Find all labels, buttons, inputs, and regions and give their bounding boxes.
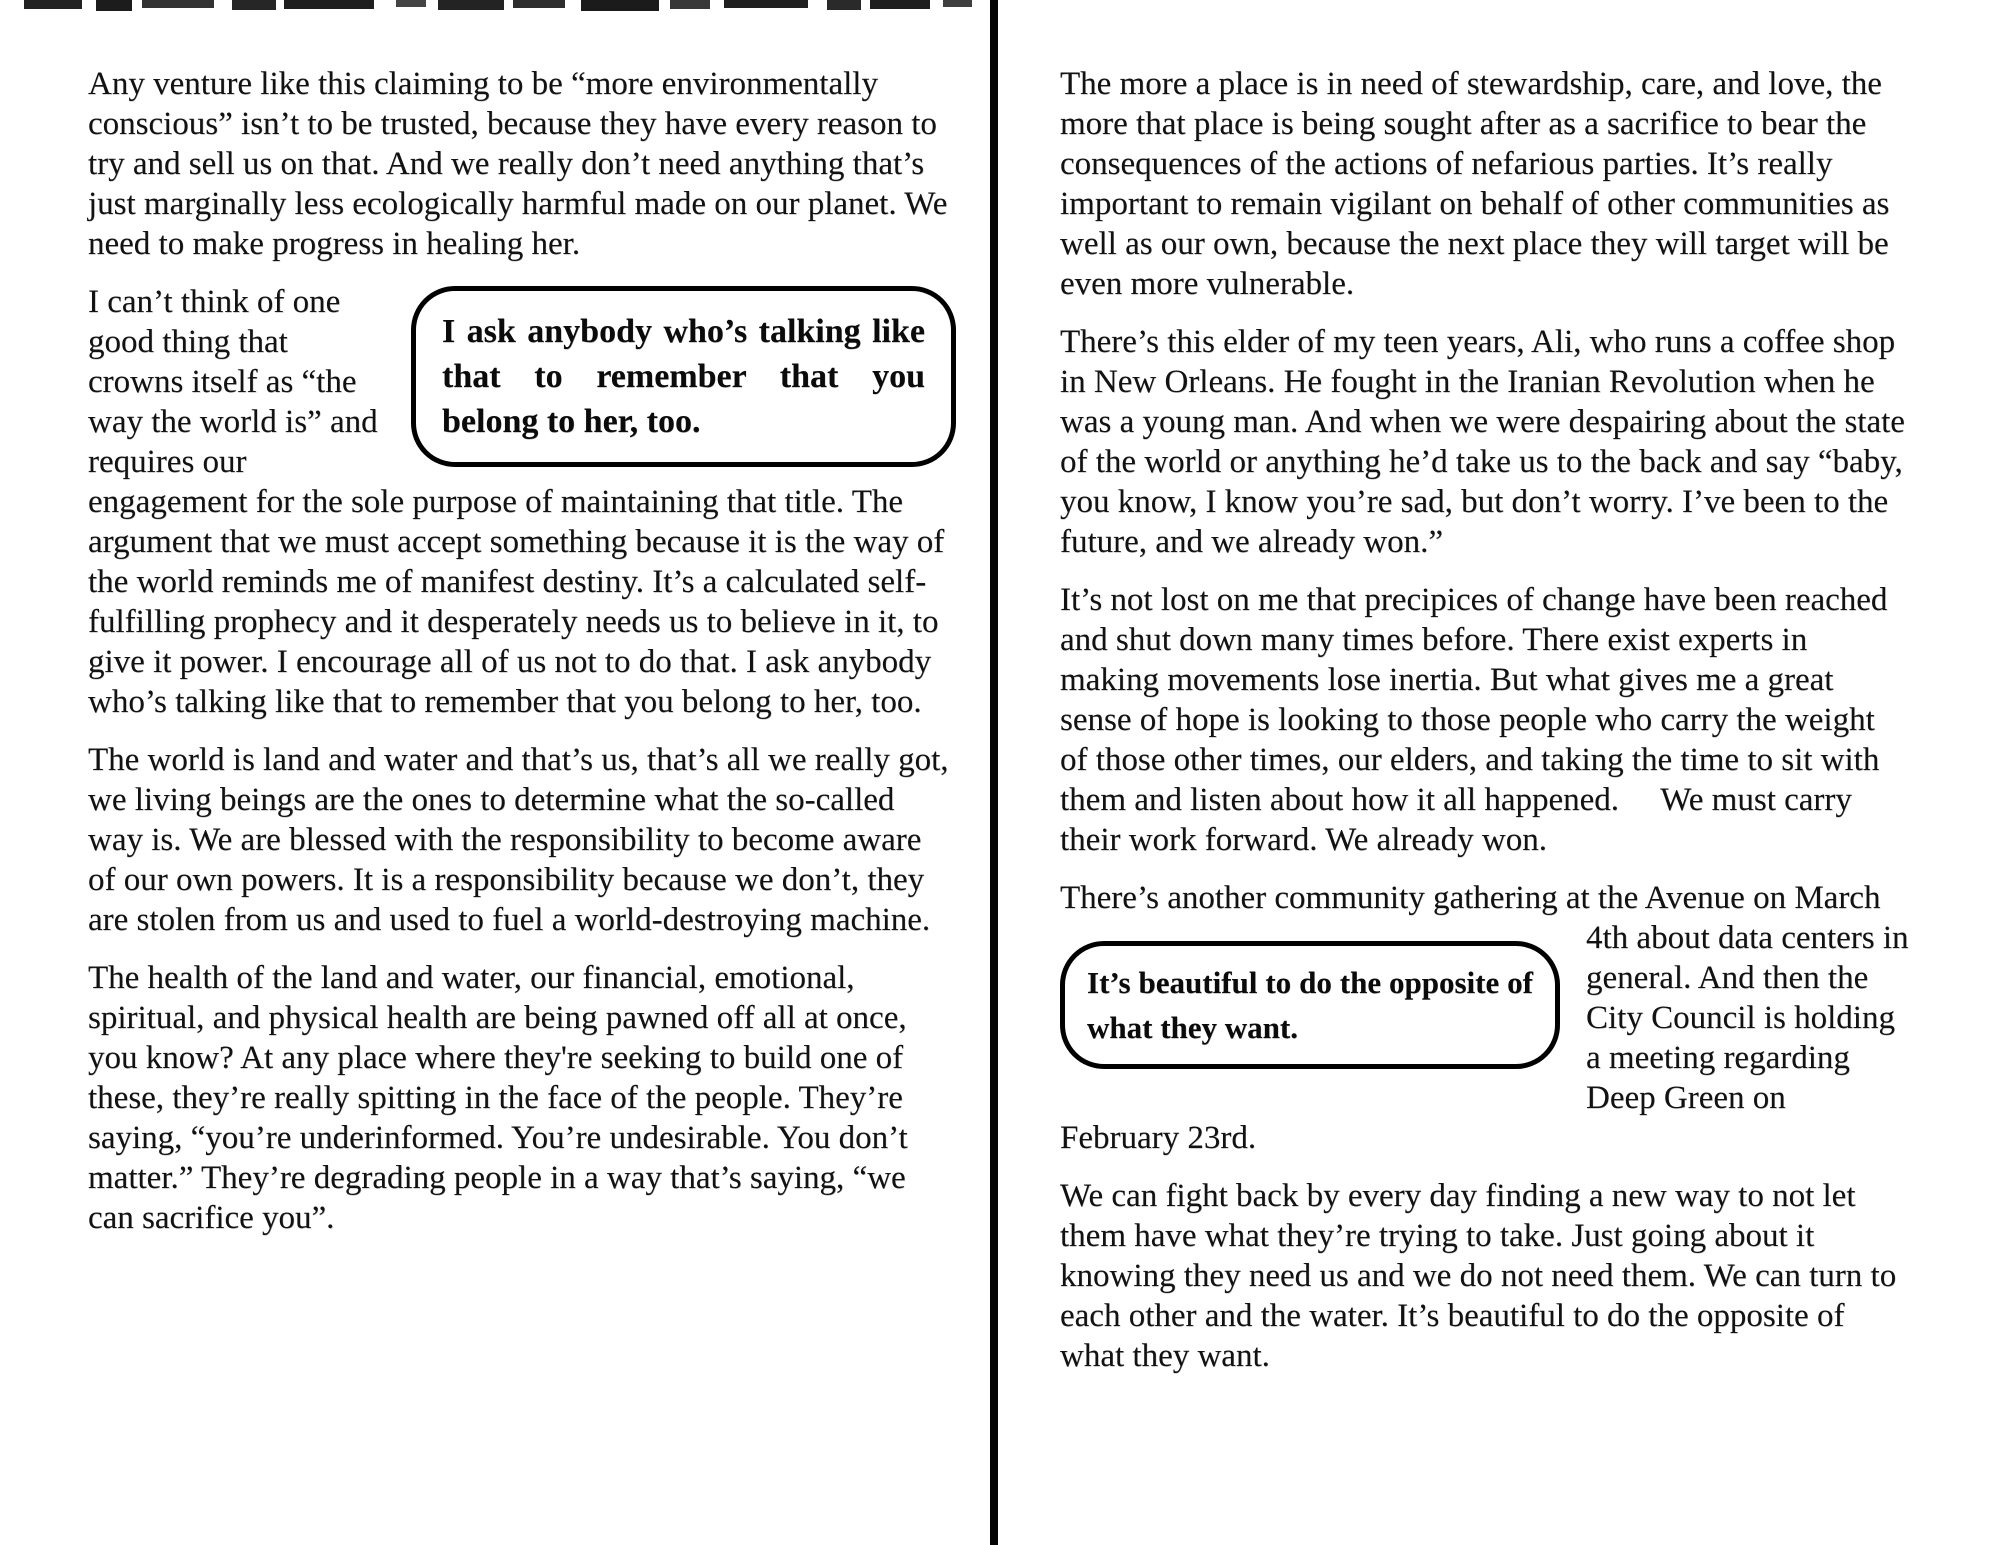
paragraph: Any venture like this claiming to be “more environmentally conscious” isn’t to be trusted, because they have every reason to try and sell us on that. And we really don’t need anything that’s just marginally less ecologically harmful made on our planet. We need to make progress in healing her. bbox=[88, 66, 948, 262]
column-divider-rule bbox=[990, 0, 998, 1545]
pull-quote-text: It’s beautiful to do the opposite of what they want. bbox=[1087, 965, 1533, 1045]
paragraph: The health of the land and water, our financial, emotional, spiritual, and physical health are being pawned off all at once, you know? At any place where they're seeking to build one of these, they’re really spitting in the face of the people. They’re saying, “you’re underinformed. You’re undesirable. You don’t matter.” They’re degrading people in a way that’s saying, “we can sacrifice you”. bbox=[88, 960, 908, 1236]
paragraph: It’s not lost on me that precipices of change have been reached and shut down many times before. There exist experts in making movements lose inertia. But what gives me a great sense of hope is looking to those people who carry the weight of those other times, our elders, and taking the time to sit with them and listen about how it all happened. We must carry their work forward. We already won. bbox=[1060, 582, 1888, 858]
left-column bbox=[88, 64, 956, 1238]
paragraph: The world is land and water and that’s us, that’s all we really got, we living beings are the ones to determine what the so-called way is. We are blessed with the responsibility to become aware of our own powers. It is a responsibility because we don’t, they are stolen from us and used to fuel a world-destroying machine. bbox=[88, 742, 949, 938]
pull-quote-box-opposite bbox=[1060, 941, 1560, 1069]
paragraph: The more a place is in need of stewardship, care, and love, the more that place is being sought after as a sacrifice to bear the consequences of the actions of nefarious parties. It’s really important to remain vigilant on behalf of other communities as well as our own, because the next place they will target will be even more vulnerable. bbox=[1060, 66, 1890, 302]
pull-quote-text: I ask anybody who’s talking like that to remember that you belong to her, too. bbox=[442, 313, 925, 440]
cropped-text-artifact bbox=[24, 0, 972, 11]
pull-quote-box-belong-to-her bbox=[411, 286, 956, 467]
paragraph: I can’t think of one good thing that crowns itself as “the way the world is” and requires our engagement for the sole purpose of maintaining that title. The argument that we must accept something because it is the way of the world reminds me of manifest destiny. It’s a calculated self-fulfilling prophecy and it desperately needs us to believe in it, to give it power. I encourage all of us not to do that. I ask anybody who’s talking like that to remember that you belong to her, too. bbox=[88, 284, 945, 720]
paragraph: We can fight back by every day finding a new way to not let them have what they’re trying to take. Just going about it knowing they need us and we do not need them. We can turn to each other and the water. It’s beautiful to do the opposite of what they want. bbox=[1060, 1178, 1897, 1374]
right-column bbox=[1060, 64, 1910, 1376]
paragraph: There’s this elder of my teen years, Ali, who runs a coffee shop in New Orleans. He fought in the Iranian Revolution when he was a young man. And when we were despairing about the state of the world or anything he’d take us to the back and say “baby, you know, I know you’re sad, but don’t worry. I’ve been to the future, and we already won.” bbox=[1060, 324, 1905, 560]
paragraph: There’s another community gathering at the Avenue on March 4th about data centers in general. And then the City Council is holding a meeting regarding Deep Green on February 23rd. bbox=[1060, 880, 1909, 1156]
